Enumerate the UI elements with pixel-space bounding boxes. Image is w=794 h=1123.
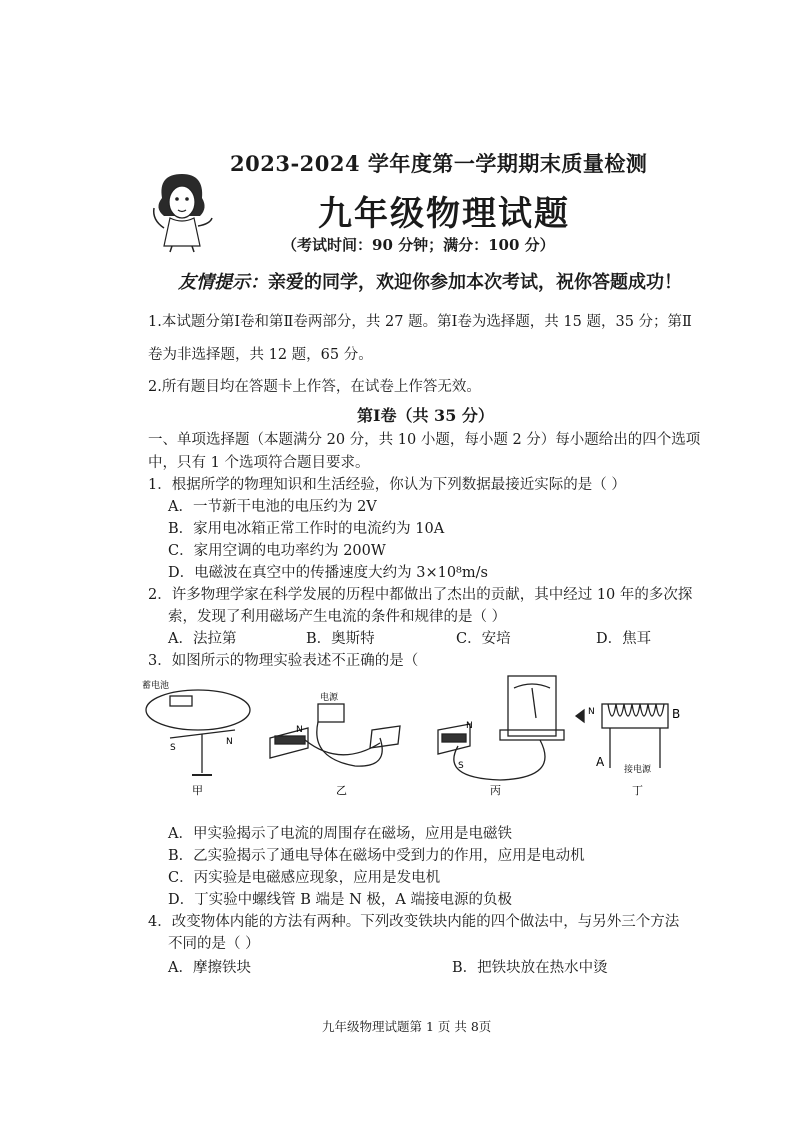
- exam-time-info: （考试时间：90 分钟；满分：100 分）: [282, 236, 555, 254]
- exam-main-title: 九年级物理试题: [318, 194, 570, 234]
- jia-n-label: N: [226, 737, 233, 747]
- q4-option-b: B．把铁块放在热水中烫: [452, 960, 608, 976]
- ding-power-label: 接电源: [624, 765, 652, 775]
- q2-stem-line-2: 索，发现了利用磁场产生电流的条件和规律的是（ ）: [168, 609, 507, 625]
- yi-n-label: N: [296, 725, 303, 735]
- q2-option-d: D．焦耳: [596, 631, 652, 647]
- ding-a-label: A: [596, 755, 605, 769]
- ding-b-label: B: [672, 707, 681, 721]
- q1-option-c: C．家用空调的电功率约为 200W: [168, 543, 386, 559]
- experiment-bing: [438, 676, 564, 780]
- figure-label-yi: 乙: [336, 784, 347, 797]
- note-line-2: 卷为非选择题，共 12 题，65 分。: [148, 347, 373, 363]
- q3-option-b: B．乙实验揭示了通电导体在磁场中受到力的作用，应用是电动机: [168, 848, 585, 864]
- q1-option-a: A．一节新干电池的电压约为 2V: [168, 499, 377, 515]
- q1-option-b: B．家用电冰箱正常工作时的电流约为 10A: [168, 521, 445, 537]
- mascot-illustration: [148, 168, 216, 254]
- jia-s-label: S: [170, 743, 176, 753]
- q3-experiment-figure: [140, 668, 700, 803]
- q2-option-a: A．法拉第: [168, 631, 237, 647]
- experiment-yi: [270, 704, 400, 766]
- q4-stem-line-1: 4．改变物体内能的方法有两种。下列改变铁块内能的四个做法中，与另外三个方法: [148, 914, 680, 930]
- jia-battery-label: 蓄电池: [142, 681, 170, 691]
- instruction-line-1: 一、单项选择题（本题满分 20 分，共 10 小题，每小题 2 分）每小题给出的四个选项: [148, 432, 701, 448]
- q3-option-d: D．丁实验中螺线管 B 端是 N 极，A 端接电源的负极: [168, 892, 512, 908]
- q1-stem: 1．根据所学的物理知识和生活经验，你认为下列数据最接近实际的是（ ）: [148, 477, 626, 493]
- q3-stem: 3．如图所示的物理实验表述不正确的是（: [148, 653, 419, 669]
- section-title: 第Ⅰ卷（共 35 分）: [357, 406, 494, 425]
- bing-n-label: N: [466, 721, 473, 731]
- friendly-tip: [178, 268, 682, 294]
- q2-option-b: B．奥斯特: [306, 631, 375, 647]
- instruction-line-2: 中，只有 1 个选项符合题目要求。: [148, 455, 370, 471]
- q4-option-a: A．摩擦铁块: [168, 960, 251, 976]
- page-footer: 九年级物理试题第 1 页 共 8页: [322, 1019, 492, 1034]
- figure-label-jia: 甲: [192, 784, 203, 797]
- experiment-jia: [146, 690, 250, 775]
- q1-option-d: D．电磁波在真空中的传播速度大约为 3×10⁸m/s: [168, 565, 488, 581]
- q3-option-a: A．甲实验揭示了电流的周围存在磁场，应用是电磁铁: [168, 826, 512, 842]
- q2-option-c: C．安培: [456, 631, 511, 647]
- note-line-3: 2.所有题目均在答题卡上作答，在试卷上作答无效。: [148, 379, 481, 395]
- q2-stem-line-1: 2．许多物理学家在科学发展的历程中都做出了杰出的贡献，其中经过 10 年的多次探: [148, 587, 693, 603]
- yi-power-label: 电源: [320, 693, 339, 703]
- q3-option-c: C．丙实验是电磁感应现象，应用是发电机: [168, 870, 441, 886]
- q4-stem-line-2: 不同的是（ ）: [168, 936, 260, 952]
- tip-label: 友情提示：: [178, 272, 268, 293]
- note-line-1: 1.本试题分第Ⅰ卷和第Ⅱ卷两部分，共 27 题。第Ⅰ卷为选择题，共 15 题，35 分；第Ⅱ: [148, 314, 692, 330]
- exam-year-title: 2023-2024 学年度第一学期期末质量检测: [230, 151, 648, 176]
- ding-n-label: N: [588, 707, 595, 717]
- figure-label-ding: 丁: [632, 784, 643, 797]
- bing-s-label: S: [458, 761, 464, 771]
- figure-label-bing: 丙: [490, 784, 501, 797]
- tip-text: 亲爱的同学，欢迎你参加本次考试，祝你答题成功！: [268, 272, 682, 293]
